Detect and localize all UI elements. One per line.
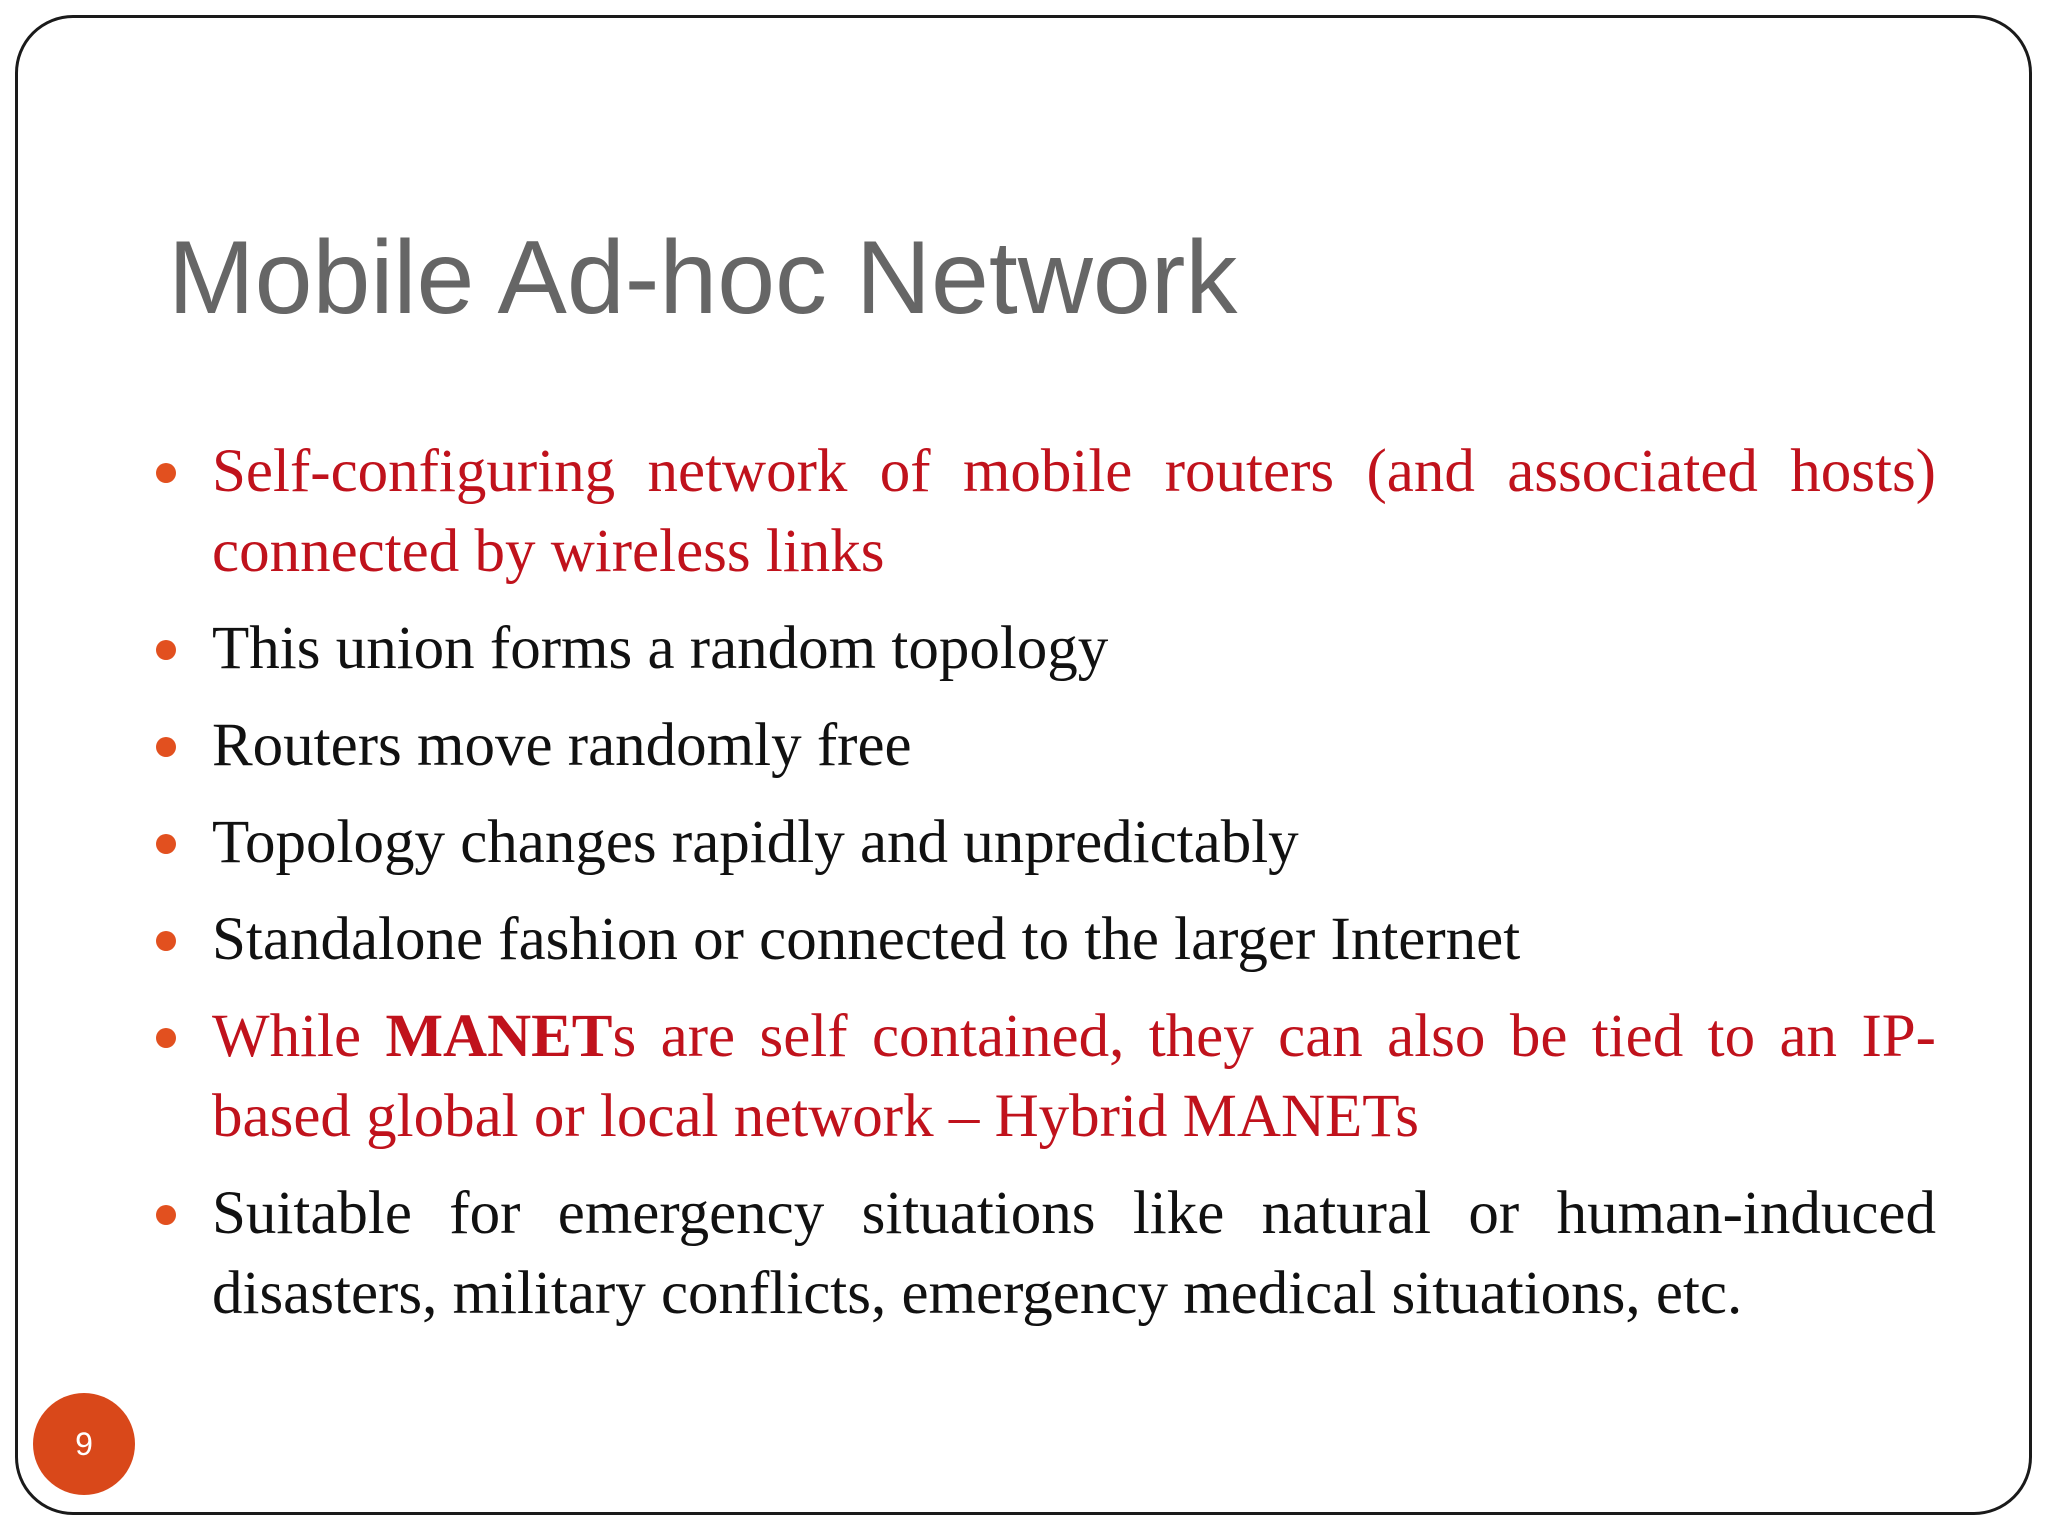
bullet-dot-icon: [156, 834, 176, 854]
bullet-item: [156, 1174, 1936, 1334]
bullet-dot-icon: [156, 931, 176, 951]
bullet-item: [156, 609, 1936, 689]
bullet-item: [156, 432, 1936, 592]
bullet-text: Routers move randomly free: [212, 712, 912, 779]
slide-frame: [15, 15, 2032, 1515]
bullet-dot-icon: [156, 1028, 176, 1048]
bullet-dot-icon: [156, 737, 176, 757]
bullet-item: [156, 997, 1936, 1157]
bullet-text-suffix: s are self contained, they can also be tied to an IP-based global or local network – Hybrid MANETs: [212, 1003, 1936, 1150]
bullet-dot-icon: [156, 1205, 176, 1225]
bullet-list: [156, 432, 1936, 1351]
bullet-text: Suitable for emergency situations like natural or human-induced disasters, military conflicts, emergency medical situations, etc.: [212, 1180, 1936, 1327]
bullet-text: Topology changes rapidly and unpredictably: [212, 809, 1299, 876]
bullet-text-prefix: While: [212, 1003, 386, 1070]
bullet-text: Standalone fashion or connected to the larger Internet: [212, 906, 1521, 973]
bullet-dot-icon: [156, 463, 176, 483]
page-number-badge: 9: [33, 1393, 135, 1495]
bullet-item: [156, 900, 1936, 980]
bullet-text-emphasis: MANET: [385, 1003, 613, 1070]
bullet-text: This union forms a random topology: [212, 615, 1109, 682]
bullet-item: [156, 803, 1936, 883]
slide-title: Mobile Ad-hoc Network: [168, 220, 1238, 336]
bullet-dot-icon: [156, 640, 176, 660]
bullet-text: Self-configuring network of mobile routers (and associated hosts) connected by wireless links: [212, 438, 1936, 585]
bullet-item: [156, 706, 1936, 786]
